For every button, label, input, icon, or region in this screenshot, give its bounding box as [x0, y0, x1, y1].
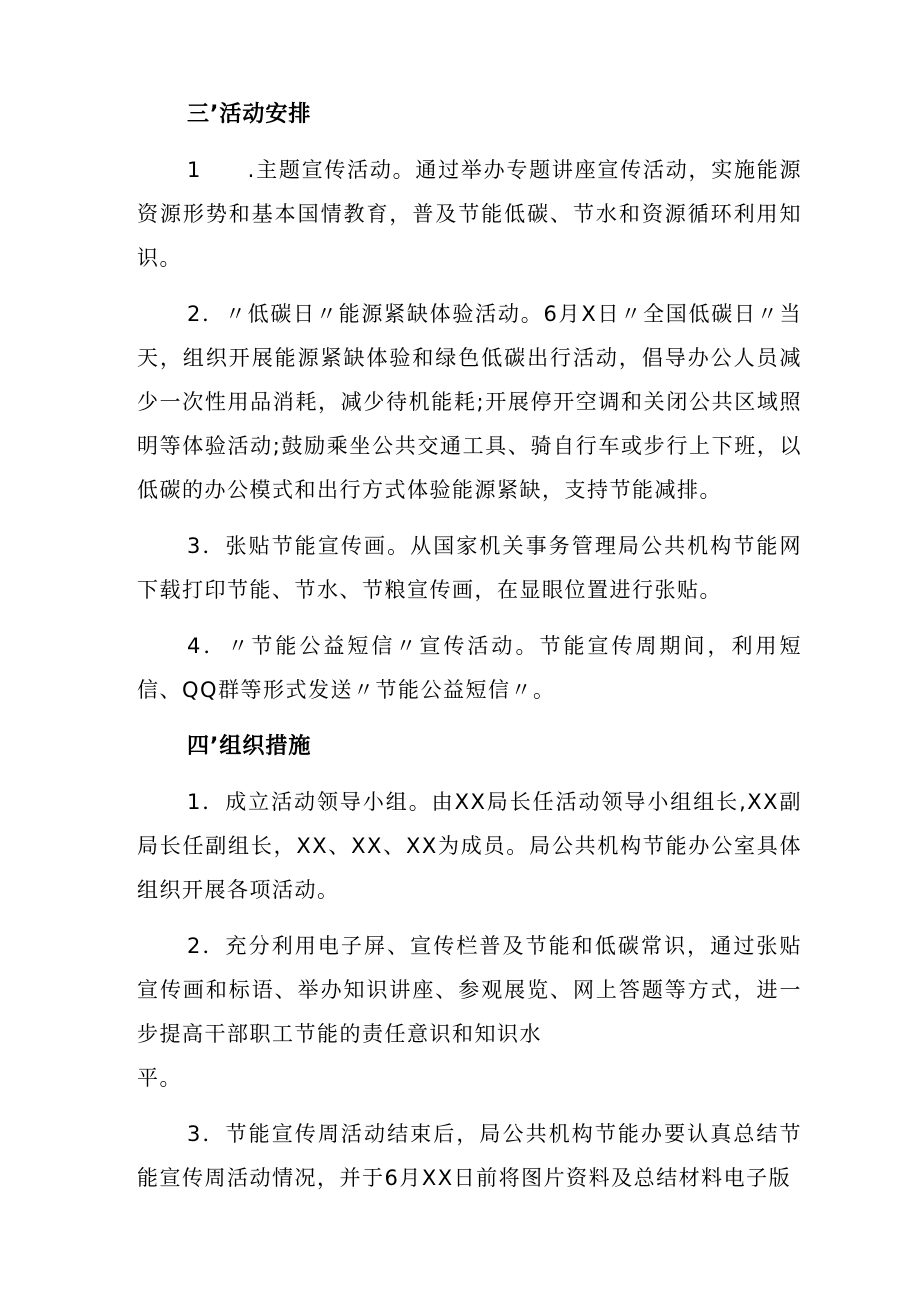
paragraph-item: 4．〃节能公益短信〃宣传活动。节能宣传周期间，利用短信、QQ群等形式发送〃节能公益短信〃。 — [137, 634, 802, 702]
section-heading: 三’活动安排 — [187, 102, 312, 127]
section-heading: 四’组织措施 — [187, 734, 312, 759]
document-page — [137, 92, 802, 1212]
paragraph-item: 3．张贴节能宣传画。从国家机关事务管理局公共机构节能网下载打印节能、节水、节粮宣传画，在显眼位置进行张贴。 — [137, 534, 802, 602]
section-organization-measures — [137, 724, 802, 1200]
paragraph-item: 3．节能宣传周活动结束后，局公共机构节能办要认真总结节能宣传周活动情况，并于6月XX日前将图片资料及总结材料电子版 — [137, 1122, 802, 1190]
section-activity-arrangement — [137, 92, 802, 712]
paragraph-item: 1 .主题宣传活动。通过举办专题讲座宣传活动，实施能源资源形势和基本国情教育，普及节能低碳、节水和资源循环利用知识。 — [137, 158, 802, 270]
paragraph-item: 2．〃低碳日〃能源紧缺体验活动。6月X日〃全国低碳日〃当天，组织开展能源紧缺体验和绿色低碳出行活动，倡导办公人员减少一次性用品消耗，减少待机能耗;开展停开空调和关闭公共区域照明等体验活动;鼓励乘坐公共交通工具、骑自行车或步行上下班，以低碳的办公模式和出行方式体验能源紧缺，支持节能减排。 — [137, 302, 802, 502]
paragraph-item: 2．充分利用电子屏、宣传栏普及节能和低碳常识，通过张贴宣传画和标语、举办知识讲座、参观展览、网上答题等方式，进一步提高干部职工节能的责任意识和知识水 平。 — [137, 934, 802, 1090]
paragraph-item: 1．成立活动领导小组。由XX局长任活动领导小组组长,XX副局长任副组长，XX、XX、XX为成员。局公共机构节能办公室具体组织开展各项活动。 — [137, 790, 802, 902]
